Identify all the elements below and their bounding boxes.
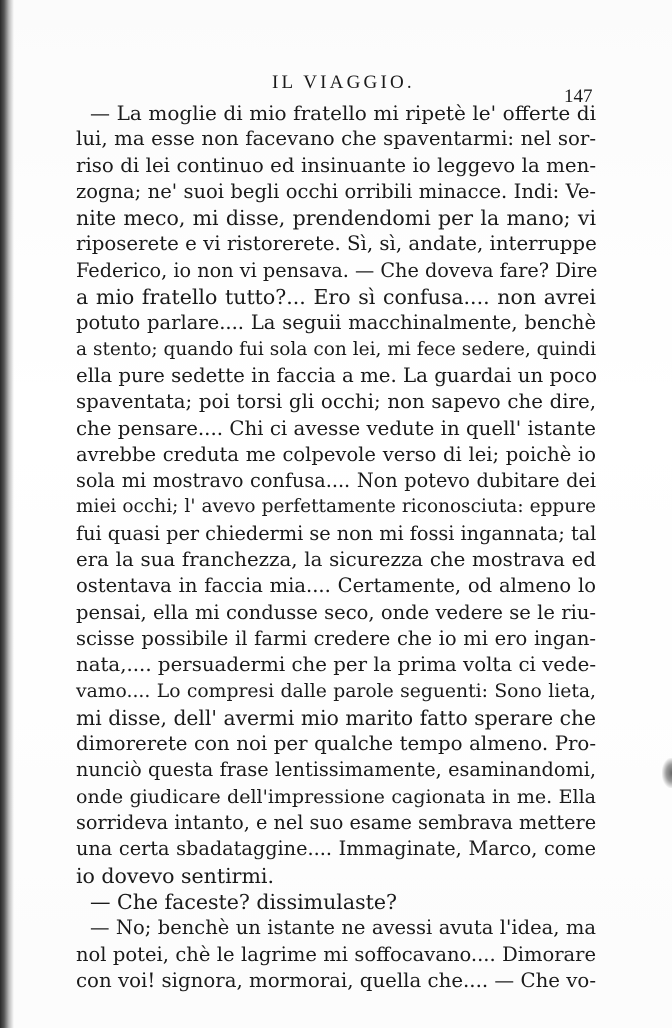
text-line: vamo.... Lo compresi dalle parole seguenti: Sono lieta,: [76, 680, 596, 702]
page-number: 147: [564, 86, 593, 107]
text-line: — Che faceste? dissimulaste?: [90, 889, 397, 914]
text-line: era la sua franchezza, la sicurezza che mostrava ed: [76, 548, 596, 572]
text-line: nata,.... persuadermi che per la prima volta ci vede-: [76, 653, 596, 677]
text-line: nol potei, chè le lagrime mi soffocavano.... Dimorare: [76, 942, 596, 966]
text-line: a mio fratello tutto?... Ero sì confusa.... non avrei: [76, 285, 596, 310]
text-line: zogna; ne' suoi begli occhi orribili minacce. Indi: Ve-: [76, 179, 596, 203]
text-line: potuto parlare.... La seguii macchinalmente, benchè: [76, 311, 596, 335]
running-head: [0, 72, 672, 107]
text-line: nunciò questa frase lentissimamente, esaminandomi,: [76, 758, 596, 782]
text-line: — La moglie di mio fratello mi ripetè le' offerte di: [90, 101, 596, 125]
page-smudge: [662, 758, 672, 788]
text-line: che pensare.... Chi ci avesse vedute in quell' istante: [76, 416, 596, 440]
text-line: riposerete e vi ristorerete. Sì, sì, andate, interruppe: [76, 232, 597, 256]
text-line: Federico, io non vi pensava. — Che doveva fare? Dire: [76, 258, 598, 282]
text-line: pensai, ella mi condusse seco, onde vedere se le riu-: [76, 600, 596, 624]
text-line: riso di lei continuo ed insinuante io leggevo la men-: [76, 153, 596, 177]
binding-shadow: [0, 0, 14, 1028]
text-line: avrebbe creduta me colpevole verso di lei; poichè io: [76, 442, 596, 466]
chapter-title: IL VIAGGIO.: [272, 72, 415, 93]
text-line: ella pure sedette in faccia a me. La guardai un poco: [76, 363, 598, 387]
text-line: ostentava in faccia mia.... Certamente, od almeno lo: [76, 574, 596, 598]
text-line: fui quasi per chiedermi se non mi fossi ingannata; tal: [76, 521, 597, 545]
text-line: onde giudicare dell'impressione cagionata in me. Ella: [76, 785, 596, 808]
text-line: dimorerete con noi per qualche tempo almeno. Pro-: [76, 732, 596, 756]
text-line: miei occhi; l' avevo perfettamente riconosciuta: eppure: [76, 496, 596, 518]
text-line: scisse possibile il farmi credere che io mi ero ingan-: [76, 626, 596, 650]
text-line: io dovevo sentirmi.: [76, 863, 274, 888]
text-line: una certa sbadataggine.... Immaginate, Marco, come: [76, 837, 596, 861]
text-line: a stento; quando fui sola con lei, mi fece sedere, quindi: [76, 338, 596, 360]
text-line: nite meco, mi disse, prendendomi per la mano; vi: [76, 206, 596, 231]
text-line: con voi! signora, mormorai, quella che.... — Che vo-: [76, 968, 596, 992]
text-line: lui, ma esse non facevano che spaventarmi: nel sor-: [76, 127, 596, 151]
text-line: sorrideva intanto, e nel suo esame sembrava mettere: [76, 811, 597, 835]
body-text: [76, 100, 596, 994]
text-line: — No; benchè un istante ne avessi avuta l'idea, ma: [90, 916, 596, 940]
text-line: spaventata; poi torsi gli occhi; non sapevo che dire,: [76, 390, 596, 414]
text-line: sola mi mostravo confusa.... Non potevo dubitare dei: [76, 469, 596, 493]
text-line: mi disse, dell' avermi mio marito fatto sperare che: [76, 705, 596, 730]
